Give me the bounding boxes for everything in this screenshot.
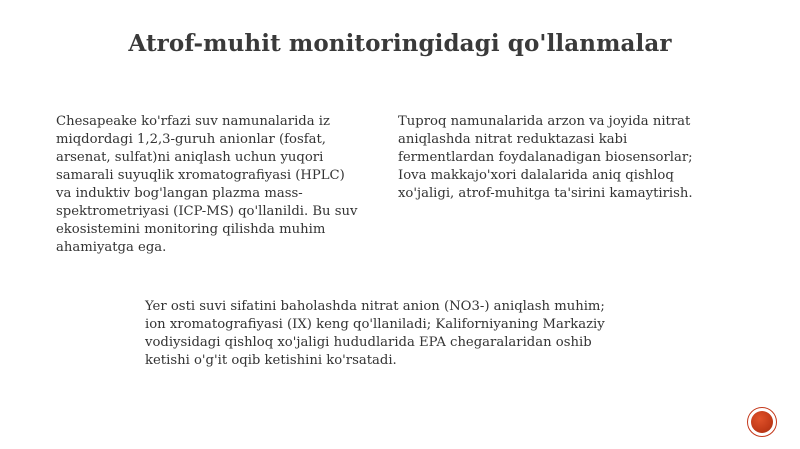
slide-title: Atrof-muhit monitoringidagi qo'llanmalar bbox=[128, 30, 672, 57]
paragraph-groundwater: Yer osti suvi sifatini baholashda nitrat anion (NO3-) aniqlash muhim; ion xromatografiyasi (IX) keng qo'llaniladi; Kaliforniyaning Markaziy vodiysidagi qishloq xo'jaligi hududlarida EPA chegaralaridan oshib ketishi o'g'it oqib ketishini ko'rsatadi. bbox=[145, 299, 605, 368]
next-slide-button[interactable] bbox=[747, 407, 777, 437]
paragraph-chesapeake: Chesapeake ko'rfazi suv namunalarida iz miqdordagi 1,2,3-guruh anionlar (fosfat, arsenat, sulfat)ni aniqlash uchun yuqori samarali suyuqlik xromatografiyasi (HPLC) va induktiv bog'langan plazma mass- spektrometriyasi (ICP-MS) qo'llanildi. Bu suv ekosistemini monitoring qilishda muhim ahamiyatga ega. bbox=[56, 114, 358, 255]
paragraph-soil-biosensors: Tuproq namunalarida arzon va joyida nitrat aniqlashda nitrat reduktazasi kabi fermentlardan foydalanadigan biosensorlar; Iova makkajo'xori dalalarida aniq qishloq xo'jaligi, atrof-muhitga ta'sirini kamaytirish. bbox=[398, 114, 693, 201]
red-circle-button-icon bbox=[751, 411, 773, 433]
